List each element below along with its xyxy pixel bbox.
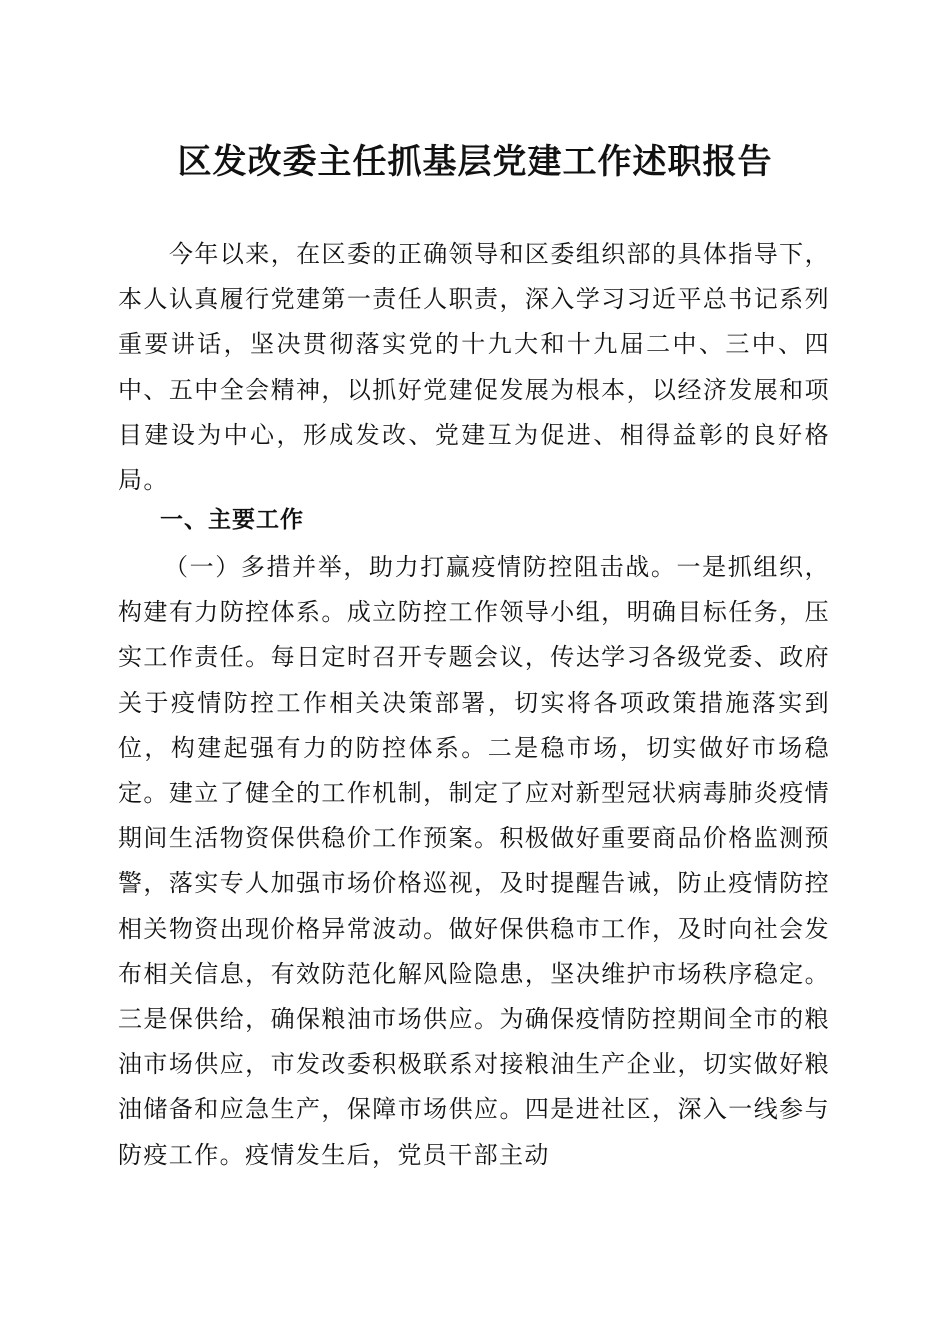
section-heading: 一、主要工作 bbox=[160, 507, 304, 533]
subsection-paragraph bbox=[118, 545, 830, 1178]
subsection-lead: （一）多措并举，助力打赢疫情防控阻击战。 bbox=[164, 553, 677, 581]
document-title: 区发改委主任抓基层党建工作述职报告 bbox=[177, 142, 773, 182]
subsection-body: 一是抓组织，构建有力防控体系。成立防控工作领导小组，明确目标任务，压实工作责任。每日定时召开专题会议，传达学习各级党委、政府关于疫情防控工作相关决策部署，切实将各项政策措施落实到位，构建起强有力的防控体系。二是稳市场，切实做好市场稳定。建立了健全的工作机制，制定了应对新型冠状病毒肺炎疫情期间生活物资保供稳价工作预案。积极做好重要商品价格监测预警，落实专人加强市场价格巡视，及时提醒告诫，防止疫情防控相关物资出现价格异常波动。做好保供稳市工作，及时向社会发布相关信息，有效防范化解风险隐患，坚决维护市场秩序稳定。三是保供给，确保粮油市场供应。为确保疫情防控期间全市的粮油市场供应，市发改委积极联系对接粮油生产企业，切实做好粮油储备和应急生产，保障市场供应。四是进社区，深入一线参与防疫工作。疫情发生后，党员干部主动 bbox=[118, 553, 831, 1169]
intro-paragraph: 今年以来，在区委的正确领导和区委组织部的具体指导下，本人认真履行党建第一责任人职责，深入学习习近平总书记系列重要讲话，坚决贯彻落实党的十九大和十九届二中、三中、四中、五中全会精神，以抓好党建促发展为根本，以经济发展和项目建设为中心，形成发改、党建互为促进、相得益彰的良好格局。 bbox=[118, 240, 830, 495]
